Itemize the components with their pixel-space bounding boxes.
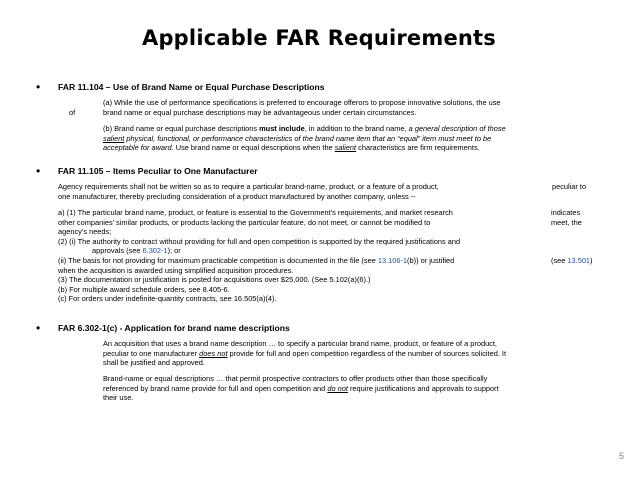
item-a1-line-1: a) (1) The particular brand name, product, or feature is essential to the Government’s requirements, and market research (58, 208, 453, 217)
item-c: (c) For orders under indefinite-quantity contracts, see 16.505(a)(4). (58, 294, 277, 304)
para-1-line-1: An acquisition that uses a brand name description … to specify a particular brand name, product, or feature of a product, (103, 339, 497, 348)
para-a-line-2: brand name or equal purchase descriptions may be advantageous under certain circumstances. (103, 107, 417, 117)
slide-title: Applicable FAR Requirements (142, 26, 496, 50)
link-6-302-1[interactable]: 6.302-1 (142, 246, 168, 256)
page-number: 5 (618, 451, 624, 461)
item-a3-line-1: (ii) The basis for not providing for maximum practicable competition is documented in the file (see 13.106-1(b)) or justified (58, 256, 455, 265)
para-2-line-2: referenced by brand name provide for full and open competition and do not require justifications and approvals to support (103, 383, 499, 393)
para-b-line-2: salient physical, functional, or performance characteristics of the brand name item that an “equal” item must meet to be (103, 133, 492, 143)
para-b-line-1: (b) Brand name or equal purchase descriptions must include, in addition to the brand name, a general description of those (103, 124, 506, 133)
item-a1-line-3: agency’s needs; (58, 227, 112, 237)
item-a2-line-2: approvals (see 6.302-1); or (92, 246, 181, 256)
do-not-text: do not (327, 383, 348, 393)
section-heading: FAR 11.104 – Use of Brand Name or Equal Purchase Descriptions (58, 82, 325, 92)
item-a3-line-1-right: (see 13.501) (551, 256, 593, 265)
intro-line-1-right: peculiar to (552, 182, 587, 191)
item-a1-line-2: other companies’ similar products, or products lacking the particular feature, do not meet, or cannot be modified to (58, 217, 431, 227)
item-a1-line-1-right: indicates (551, 208, 581, 217)
para-2-line-1: Brand-name or equal descriptions … that permit prospective contractors to offer products other than those specifically (103, 374, 488, 383)
para-1-line-2: peculiar to one manufacturer does not provide for full and open competition regardless of the number of sources solicited. It (103, 348, 507, 358)
item-a1-line-2-right: meet, the (551, 217, 582, 227)
bullet-1: • (36, 80, 41, 94)
para-a-line-1: (a) While the use of performance specifications is preferred to encourage offerors to propose innovative solutions, the use (103, 98, 501, 107)
para-b-line-3: acceptable for award. Use brand name or equal descriptions when the salient characteristics are firm requirements. (103, 143, 480, 153)
item-a2-line-1: (2) (i) The authority to contract without providing for full and open competition is supported by the required justifications and (58, 236, 461, 246)
bullet-3: • (36, 321, 41, 335)
bullet-2: • (36, 164, 41, 178)
intro-line-2: one manufacturer, thereby precluding consideration of a product manufactured by another company, unless -- (58, 191, 416, 201)
item-a3-line-2: when the acquisition is awarded using simplified acquisition procedures. (58, 265, 294, 275)
does-not-text: does not (199, 348, 228, 358)
para-2-line-3: their use. (103, 393, 134, 403)
para-a-of: of (69, 107, 76, 117)
para-1-line-3: shall be justified and approved. (103, 358, 205, 368)
link-13-106-1[interactable]: 13.106-1 (377, 256, 408, 265)
must-include-text: must include (259, 124, 305, 133)
item-a4: (3) The documentation or justification is posted for acquisitions over $25,000. (See 5.102(a)(6).) (58, 275, 371, 285)
link-13-501[interactable]: 13.501 (567, 256, 591, 265)
section-heading: FAR 6.302-1(c) - Application for brand name descriptions (58, 323, 290, 333)
item-b: (b) For multiple award schedule orders, see 8.405-6. (58, 284, 230, 294)
section-heading: FAR 11.105 – Items Peculiar to One Manufacturer (58, 166, 258, 176)
intro-line-1: Agency requirements shall not be written so as to require a particular brand-name, product, or a feature of a product, (58, 182, 439, 191)
